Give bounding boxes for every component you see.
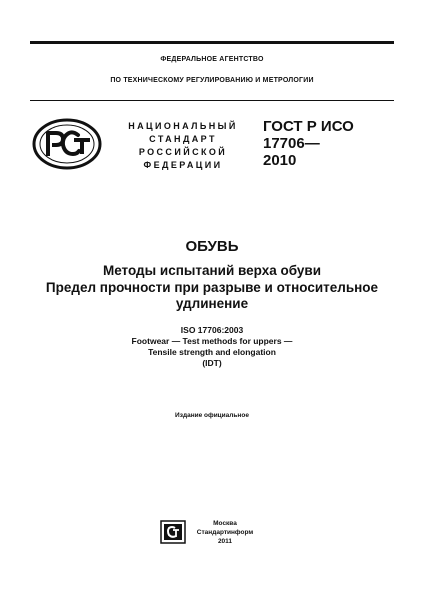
iso-reference-title-2: Tensile strength and elongation: [148, 347, 276, 357]
designation-line-3: 2010: [263, 152, 297, 169]
rst-certification-mark-icon: [32, 118, 102, 170]
subtitle-line-3: удлинение: [175, 296, 249, 311]
agency-line-1: ФЕДЕРАЛЬНОЕ АГЕНТСТВО: [160, 56, 264, 63]
standard-type-line-1: НАЦИОНАЛЬНЫЙ: [128, 121, 238, 131]
publisher-city: Москва: [213, 520, 237, 527]
standard-type-line-2: СТАНДАРТ: [149, 134, 217, 144]
designation-line-2: 17706—: [263, 135, 320, 152]
standard-type-line-4: ФЕДЕРАЦИИ: [143, 160, 223, 170]
iso-reference-title-1: Footwear — Test methods for uppers —: [131, 336, 293, 346]
header-rule: [30, 100, 394, 101]
publisher-name: Стандартинформ: [196, 529, 254, 536]
subtitle-line-2: Предел прочности при разрыве и относительное: [45, 280, 379, 295]
top-rule: [30, 41, 394, 44]
edition-label: Издание официальное: [175, 412, 249, 419]
iso-reference-number: ISO 17706:2003: [180, 325, 244, 335]
designation-line-1: ГОСТ Р ИСО: [263, 118, 354, 135]
standartinform-logo-icon: [160, 520, 186, 544]
agency-line-2: ПО ТЕХНИЧЕСКОМУ РЕГУЛИРОВАНИЮ И МЕТРОЛОГИИ: [110, 77, 314, 84]
publication-year: 2011: [217, 538, 233, 545]
standard-type-line-3: РОССИЙСКОЙ: [138, 147, 228, 157]
document-title: ОБУВЬ: [185, 238, 239, 255]
iso-reference-idt: (IDT): [202, 358, 222, 368]
subtitle-line-1: Методы испытаний верха обуви: [102, 263, 322, 278]
